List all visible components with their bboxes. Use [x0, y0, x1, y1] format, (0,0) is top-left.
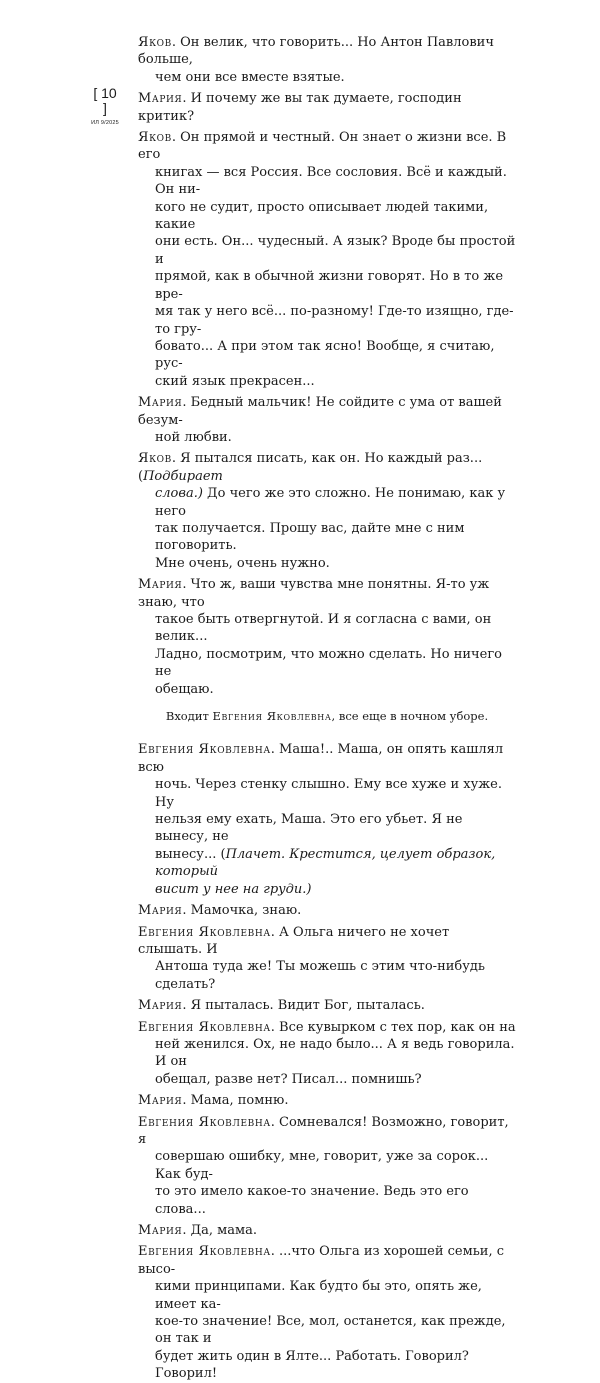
speaker: Яков [138, 35, 172, 50]
speech-maria-3 [138, 576, 516, 611]
line: книгах — вся Россия. Все сословия. Всё и каждый. Он ни- [155, 164, 507, 198]
line: . Маша!.. Маша, он опять кашлял всю [138, 742, 504, 775]
speaker: Мария [138, 998, 183, 1014]
line: нельзя ему ехать, Маша. Это его убьет. Я не вынесу, не [155, 812, 463, 845]
speech-evgenia-4 [138, 1114, 516, 1149]
line: . ...что Ольга из хорошей семьи, с высо- [138, 1244, 504, 1277]
speaker: Евгения Яковлевна [138, 742, 271, 758]
speech-evgenia-3 [138, 1019, 516, 1036]
line: кими принципами. Как будто бы это, опять же, имеет ка- [155, 1279, 482, 1312]
speech-evgenia-5 [138, 1243, 516, 1278]
speaker: Мария [138, 1223, 183, 1238]
line: совершаю ошибку, мне, говорит, уже за сорок... Как буд- [155, 1149, 489, 1182]
line: . Мама, помню. [182, 1093, 289, 1109]
line: бовато... А при этом так ясно! Вообще, я считаю, рус- [155, 338, 495, 372]
line: то это имело какое-то значение. Ведь это его слова... [155, 1184, 469, 1217]
speaker: Евгения Яковлевна [138, 1244, 271, 1260]
line: они есть. Он... чудесный. А язык? Вроде бы простой и [155, 234, 516, 267]
speech-evgenia-1 [138, 741, 516, 776]
stage-text: , все еще в ночном уборе. [331, 709, 489, 724]
speech-evgenia-2 [138, 924, 516, 959]
page-number: [ 10 ] [93, 85, 117, 116]
speech-yakov-2 [138, 129, 516, 164]
line: . И почему же вы так думаете, господин критик? [138, 91, 462, 124]
stage-direction: слова.) [155, 486, 203, 502]
line: кого не судит, просто описывает людей такими, какие [155, 199, 489, 233]
speaker: Мария [138, 1093, 183, 1109]
speech-maria-6 [138, 1092, 516, 1109]
line: . Мамочка, знаю. [182, 903, 302, 919]
stage-text: Входит [165, 709, 213, 724]
line: . Я пытался писать, как он. Но каждый раз... ( [138, 451, 483, 484]
issue-label: ИЛ 9/2025 [91, 120, 119, 126]
page-folio-block [88, 86, 122, 126]
line: такое быть отвергнутой. И я согласна с вами, он велик... [155, 612, 492, 645]
line [138, 846, 516, 881]
stage-direction: Плачет. Крестится, целует образок, который [155, 846, 496, 880]
speech-maria-7 [138, 1222, 516, 1239]
speaker: Мария [138, 91, 183, 107]
line: обещаю. [155, 681, 214, 697]
line: . Все кувырком с тех пор, как он на [270, 1019, 516, 1035]
speaker: Яков [138, 130, 172, 146]
speaker: Мария [138, 577, 183, 593]
speech-maria-2 [138, 394, 516, 429]
stage-direction-center [138, 708, 516, 725]
line: так получается. Прошу вас, дайте мне с ним поговорить. [155, 520, 465, 554]
stage-direction: висит у нее на груди.) [155, 881, 312, 897]
line: . Да, мама. [182, 1223, 258, 1238]
line: . А Ольга ничего не хочет слышать. И [138, 924, 450, 957]
speaker: Яков [138, 451, 172, 467]
speech-yakov-1 [138, 34, 516, 69]
line: будет жить один в Ялте... Работать. Говорил? Говорил! [155, 1348, 469, 1382]
speech-maria-4 [138, 902, 516, 919]
line: . Он велик, что говорить... Но Антон Павлович больше, [138, 35, 494, 68]
speech-yakov-3 [138, 450, 516, 485]
speaker: Евгения Яковлевна [138, 1114, 271, 1130]
line: Ладно, посмотрим, что можно сделать. Но ничего не [155, 646, 502, 680]
line: . Я пыталась. Видит Бог, пыталась. [182, 998, 425, 1014]
speech-maria-1 [138, 90, 516, 125]
line: . Что ж, ваши чувства мне понятны. Я-то уж знаю, что [138, 577, 490, 610]
stage-direction: Подбирает [143, 468, 223, 484]
line: ский язык прекрасен... [155, 373, 315, 389]
line-rest: До чего же это сложно. Не понимаю, как у него [155, 486, 506, 519]
speaker: Мария [138, 395, 183, 411]
line-text: вынесу... ( [155, 846, 226, 862]
line: обещал, разве нет? Писал... помнишь? [155, 1071, 422, 1087]
line: . Сомневался! Возможно, говорит, я [138, 1114, 509, 1147]
line [138, 485, 516, 520]
line: . Он прямой и честный. Он знает о жизни все. В его [138, 130, 507, 163]
line: чем они все вместе взятые. [155, 69, 345, 85]
line: кое-то значение! Все, мол, останется, как прежде, он так и [155, 1314, 506, 1347]
line: Мне очень, очень нужно. [155, 555, 330, 571]
play-text [138, 34, 516, 1383]
stage-name: Евгения Яковлевна [212, 709, 332, 724]
line [138, 881, 516, 898]
line: . Бедный мальчик! Не сойдите с ума от вашей безум- [138, 395, 502, 428]
speaker: Евгения Яковлевна [138, 924, 271, 940]
line: ней женился. Ох, не надо было... А я ведь говорила. И он [155, 1036, 515, 1070]
line: ной любви. [155, 429, 232, 445]
line: прямой, как в обычной жизни говорят. Но в то же вре- [155, 269, 504, 302]
speech-maria-5 [138, 997, 516, 1014]
speaker: Евгения Яковлевна [138, 1019, 271, 1035]
speaker: Мария [138, 903, 183, 919]
line: мя так у него всё... по-разному! Где-то изящно, где-то гру- [155, 304, 514, 337]
line: Антоша туда же! Ты можешь с этим что-нибудь сделать? [155, 959, 485, 992]
line: ночь. Через стенку слышно. Ему все хуже и хуже. Ну [155, 777, 503, 810]
